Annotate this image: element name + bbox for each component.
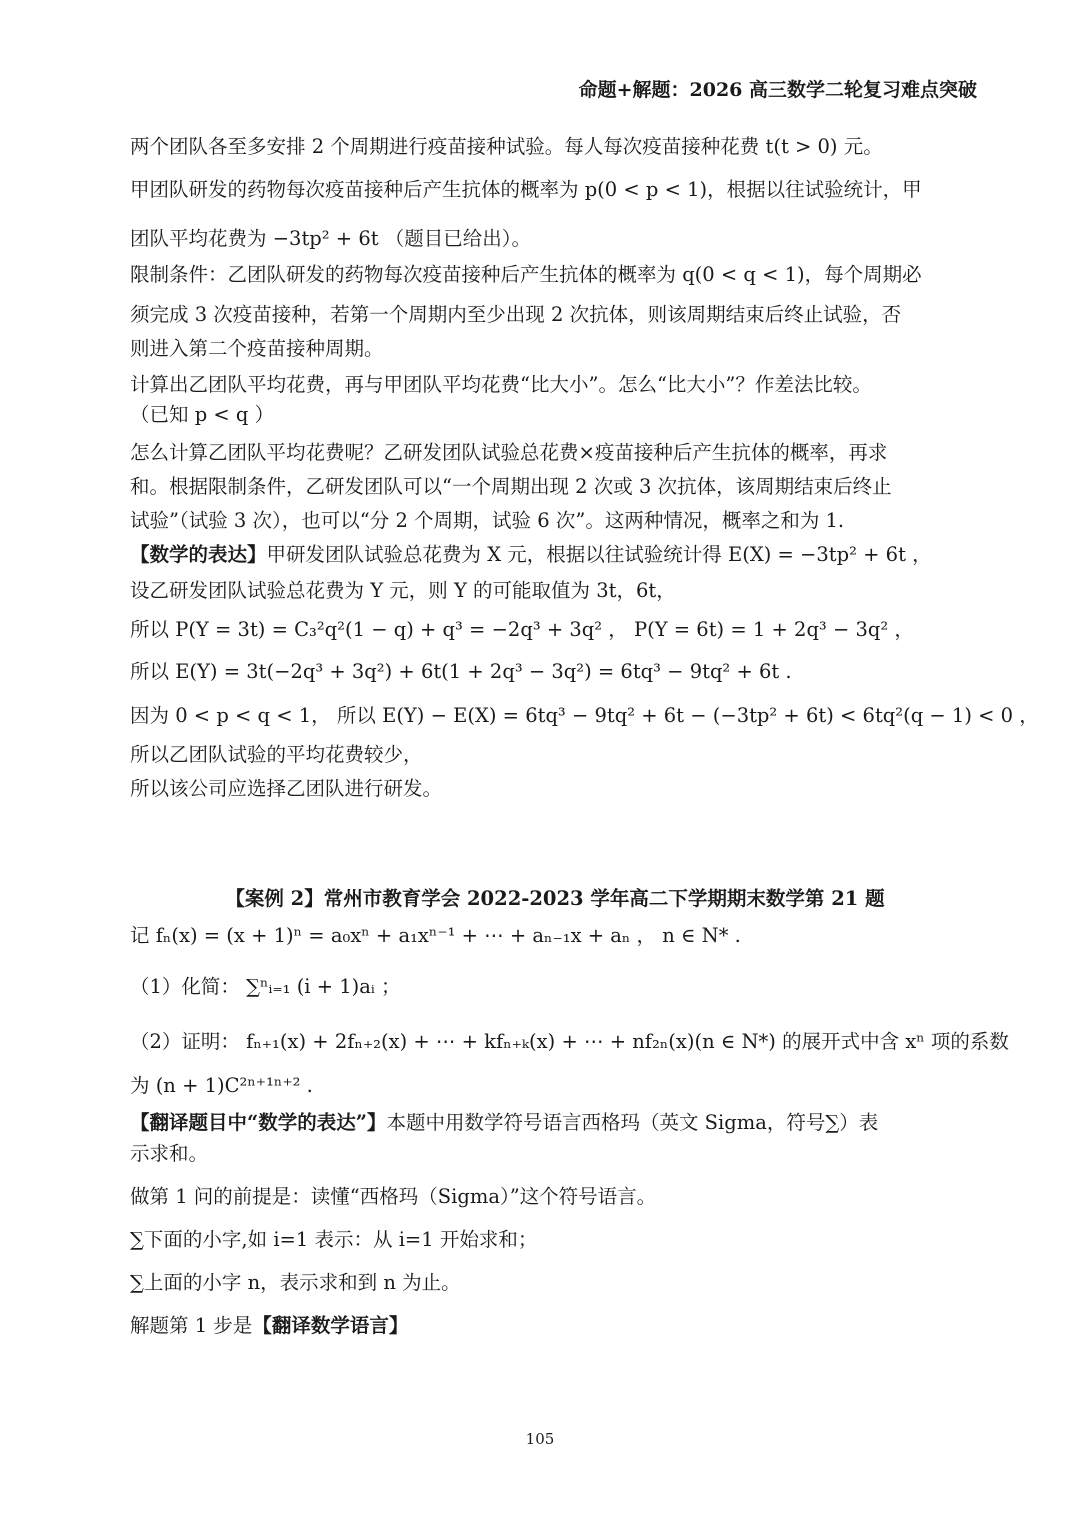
text-line: ∑下面的小字,如 i=1 表示：从 i=1 开始求和； <box>130 1228 538 1251</box>
text-span: 甲研发团队试验总花费为 X 元，根据以往试验统计得 E(X) = −3tp² + 6t ， <box>266 543 932 566</box>
text-line: ∑上面的小字 n，表示求和到 n 为止。 <box>130 1271 461 1294</box>
text-line: 限制条件：乙团队研发的药物每次疫苗接种后产生抗体的概率为 q(0 < q < 1)，每个周期必 <box>130 263 922 286</box>
text-line: 所以该公司应选择乙团队进行研发。 <box>130 777 443 800</box>
formula-line: 因为 0 < p < q < 1， 所以 E(Y) − E(X) = 6tq³ − 9tq² + 6t − (−3tp² + 6t) < 6tq²(q − 1) < 0 ， <box>130 704 1039 727</box>
text-span: 解题第 1 步是 <box>130 1314 253 1337</box>
case-title: 【案例 2】常州市教育学会 2022-2023 学年高二下学期期末数学第 21 题 <box>225 887 885 910</box>
text-line: （已知 p < q ） <box>130 403 275 426</box>
formula-line: 记 fₙ(x) = (x + 1)ⁿ = a₀xⁿ + a₁xⁿ⁻¹ + ⋯ + aₙ₋₁x + aₙ ， n ∈ N* . <box>130 924 741 947</box>
step-line <box>130 1311 408 1341</box>
text-line: 须完成 3 次疫苗接种，若第一个周期内至少出现 2 次抗体，则该周期结束后终止试验，否 <box>130 303 902 326</box>
question-line: （2）证明： fₙ₊₁(x) + 2fₙ₊₂(x) + ⋯ + kfₙ₊ₖ(x) + ⋯ + nf₂ₙ(x)(n ∈ N*) 的展开式中含 xⁿ 项的系数 <box>130 1030 1009 1053</box>
text-line: 计算出乙团队平均花费，再与甲团队平均花费“比大小”。怎么“比大小”？作差法比较。 <box>130 373 872 396</box>
text-line: 团队平均花费为 −3tp² + 6t （题目已给出）。 <box>130 227 532 250</box>
text-line: 试验”（试验 3 次），也可以“分 2 个周期，试验 6 次”。这两种情况，概率之和为 1. <box>130 509 845 532</box>
text-line: 和。根据限制条件，乙研发团队可以“一个周期出现 2 次或 3 次抗体，该周期结束后终止 <box>130 475 892 498</box>
section-label-translation: 【翻译题目中“数学的表达”】 <box>130 1111 387 1134</box>
formula-line: 所以 P(Y = 3t) = C₃²q²(1 − q) + q³ = −2q³ + 3q² ， P(Y = 6t) = 1 + 2q³ − 3q² ， <box>130 618 914 641</box>
running-header: 命题+解题：2026 高三数学二轮复习难点突破 <box>578 79 977 101</box>
formula-line: 所以 E(Y) = 3t(−2q³ + 3q²) + 6t(1 + 2q³ − 3q²) = 6tq³ − 9tq² + 6t . <box>130 660 792 683</box>
text-line: 甲团队研发的药物每次疫苗接种后产生抗体的概率为 p(0 < p < 1)，根据以往试验统计，甲 <box>130 178 922 201</box>
text-line: 做第 1 问的前提是：读懂“西格玛（Sigma）”这个符号语言。 <box>130 1185 657 1208</box>
text-line: 示求和。 <box>130 1142 209 1165</box>
text-line: 怎么计算乙团队平均花费呢？乙研发团队试验总花费×疫苗接种后产生抗体的概率，再求 <box>130 441 888 464</box>
text-line: 则进入第二个疫苗接种周期。 <box>130 337 384 360</box>
text-line: 所以乙团队试验的平均花费较少， <box>130 743 423 766</box>
question-line: 为 (n + 1)C²ⁿ⁺¹ⁿ⁺² . <box>130 1074 313 1097</box>
text-line: 设乙研发团队试验总花费为 Y 元，则 Y 的可能取值为 3t，6t， <box>130 579 676 602</box>
translation-heading-line <box>130 1108 878 1138</box>
section-label-translate-math: 【翻译数学语言】 <box>252 1314 409 1337</box>
text-span: 本题中用数学符号语言西格玛（英文 Sigma，符号∑）表 <box>386 1111 879 1134</box>
question-line: （1）化简： ∑ⁿᵢ₌₁ (i + 1)aᵢ ； <box>130 975 401 998</box>
page-number: 105 <box>525 1430 555 1448</box>
section-label-math-expression: 【数学的表达】 <box>130 543 267 566</box>
math-expression-heading-line <box>130 540 932 570</box>
text-line: 两个团队各至多安排 2 个周期进行疫苗接种试验。每人每次疫苗接种花费 t(t > 0) 元。 <box>130 135 883 158</box>
